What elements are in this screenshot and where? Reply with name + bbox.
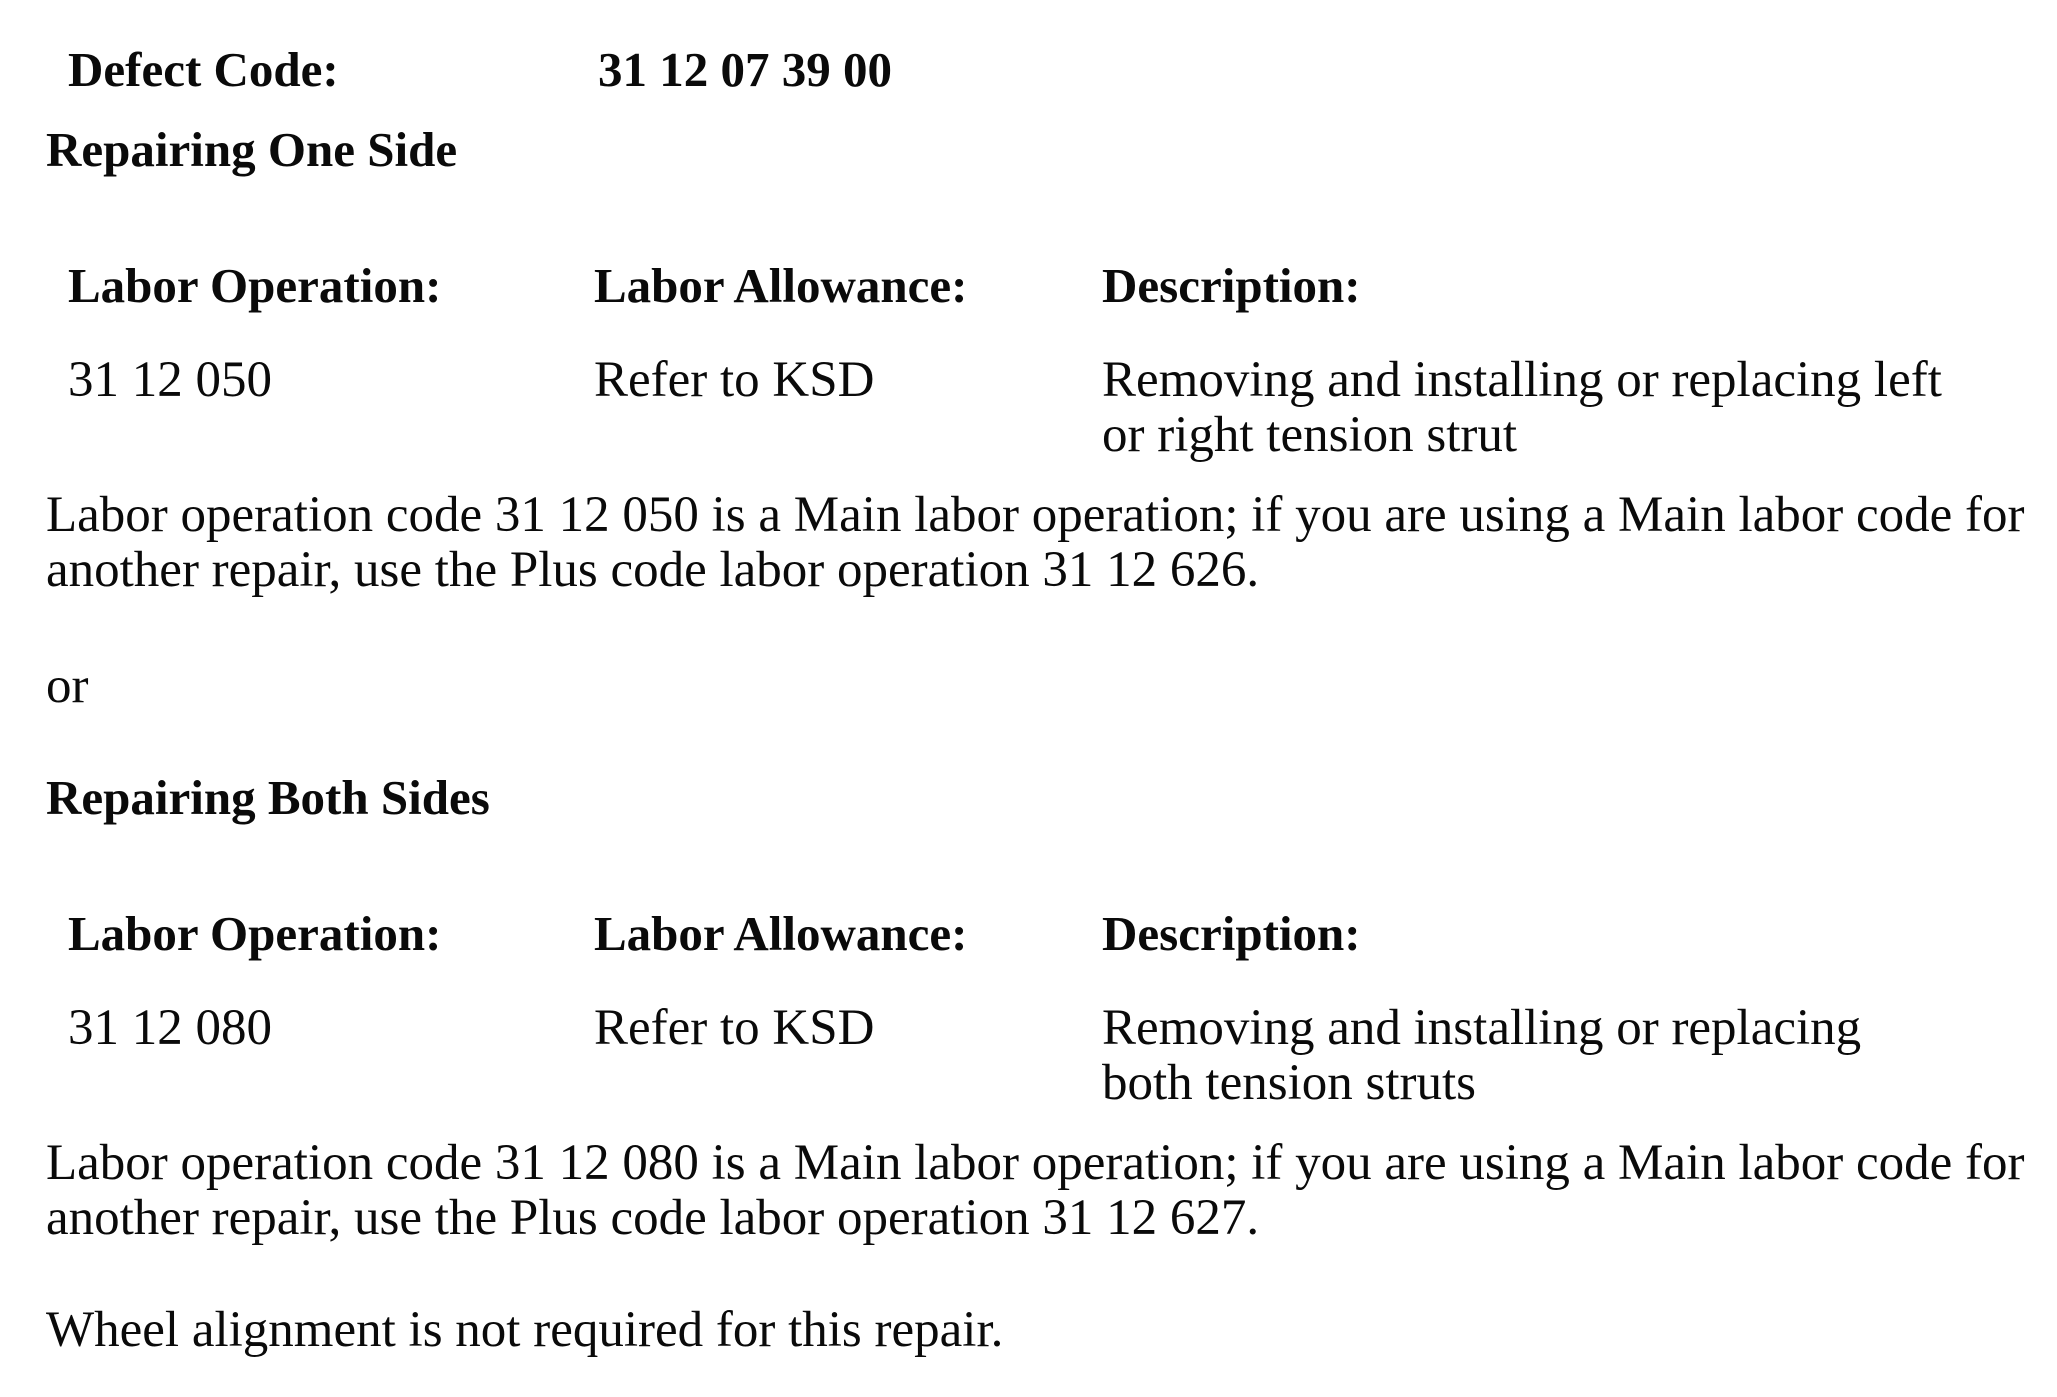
defect-code-label: Defect Code: [68, 42, 339, 97]
defect-code-value: 31 12 07 39 00 [598, 42, 892, 97]
column-header-description: Description: [1102, 258, 1361, 313]
section-heading-one-side: Repairing One Side [46, 122, 458, 177]
column-header-labor-operation: Labor Operation: [68, 906, 442, 961]
column-header-labor-operation: Labor Operation: [68, 258, 442, 313]
labor-note-line-1: Labor operation code 31 12 050 is a Main labor operation; if you are using a Main labor code for [46, 487, 2025, 543]
labor-allowance-value: Refer to KSD [594, 352, 875, 408]
description-line-1: Removing and installing or replacing [1102, 1000, 1862, 1056]
description-line-1: Removing and installing or replacing left [1102, 352, 1942, 408]
column-header-labor-allowance: Labor Allowance: [594, 258, 968, 313]
section-heading-both-sides: Repairing Both Sides [46, 770, 490, 825]
description-line-2: or right tension strut [1102, 407, 1518, 463]
labor-note-line-2: another repair, use the Plus code labor operation 31 12 627. [46, 1190, 1260, 1246]
labor-allowance-value: Refer to KSD [594, 1000, 875, 1056]
or-separator: or [46, 658, 89, 714]
column-header-labor-allowance: Labor Allowance: [594, 906, 968, 961]
column-header-description: Description: [1102, 906, 1361, 961]
description-line-2: both tension struts [1102, 1055, 1477, 1111]
labor-operation-value: 31 12 050 [68, 352, 272, 408]
wheel-alignment-note: Wheel alignment is not required for this repair. [46, 1302, 1004, 1358]
labor-note-line-2: another repair, use the Plus code labor operation 31 12 626. [46, 542, 1260, 598]
labor-operation-value: 31 12 080 [68, 1000, 272, 1056]
labor-note-line-1: Labor operation code 31 12 080 is a Main labor operation; if you are using a Main labor code for [46, 1135, 2025, 1191]
